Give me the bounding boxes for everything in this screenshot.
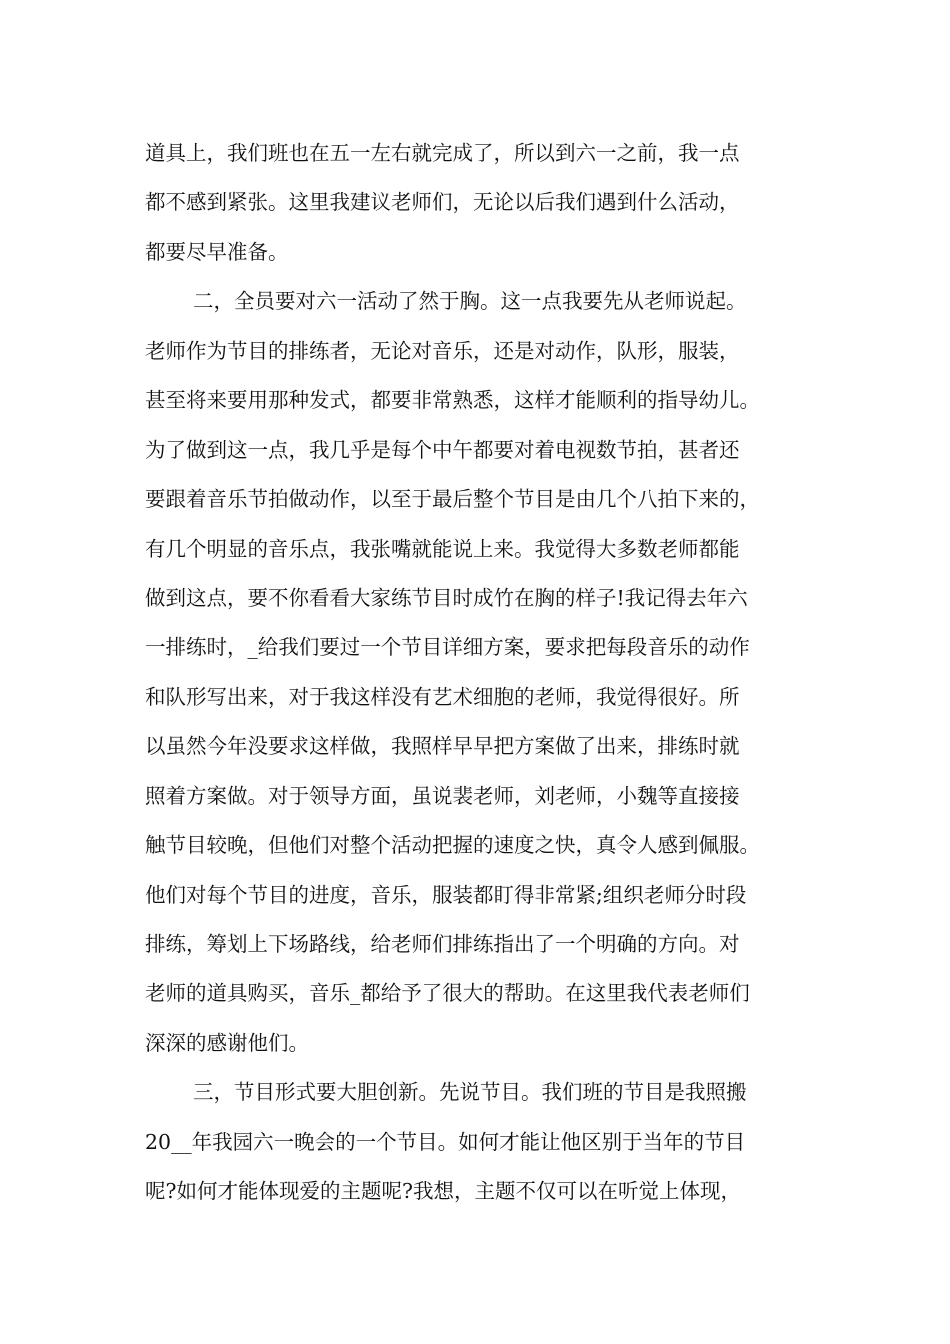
text-line: 都不感到紧张。这里我建议老师们，无论以后我们遇到什么活动， bbox=[145, 190, 740, 215]
text-line: 老师作为节目的排练者，无论对音乐，还是对动作，队形，服装， bbox=[145, 338, 740, 363]
text-line: 道具上，我们班也在五一左右就完成了，所以到六一之前，我一点 bbox=[145, 141, 740, 165]
text-line: 照着方案做。对于领导方面，虽说裴老师，刘老师，小魏等直接接 bbox=[145, 783, 740, 808]
text-line: 一排练时，_给我们要过一个节目详细方案，要求把每段音乐的动作 bbox=[145, 635, 750, 660]
body-text bbox=[145, 129, 825, 1217]
text-line: 都要尽早准备。 bbox=[145, 239, 289, 264]
text-line: 有几个明显的音乐点，我张嘴就能说上来。我觉得大多数老师都能 bbox=[145, 536, 740, 561]
text-line: 做到这点，要不你看看大家练节目时成竹在胸的样子!我记得去年六 bbox=[145, 585, 748, 610]
text-line: 以虽然今年没要求这样做，我照样早早把方案做了出来，排练时就 bbox=[145, 734, 740, 759]
text-line: 他们对每个节目的进度，音乐，服装都盯得非常紧;组织老师分时段 bbox=[145, 882, 747, 907]
text-line: 和队形写出来，对于我这样没有艺术细胞的老师，我觉得很好。所 bbox=[145, 684, 740, 709]
text-line: 三，节目形式要大胆创新。先说节目。我们班的节目是我照搬 bbox=[193, 1080, 747, 1105]
text-line: 呢?如何才能体现爱的主题呢?我想，主题不仅可以在听觉上体现， bbox=[145, 1179, 741, 1204]
text-line: 深深的感谢他们。 bbox=[145, 1030, 309, 1055]
text-line: 老师的道具购买，音乐_都给予了很大的帮助。在这里我代表老师们 bbox=[145, 981, 750, 1006]
text-line: 甚至将来要用那种发式，都要非常熟悉，这样才能顺利的指导幼儿。 bbox=[145, 388, 760, 413]
text-line: 要跟着音乐节拍做动作，以至于最后整个节目是由几个八拍下来的， bbox=[145, 487, 760, 512]
text-line: 20__年我园六一晚会的一个节目。如何才能让他区别于当年的节目 bbox=[145, 1129, 746, 1154]
text-line: 触节目较晚，但他们对整个活动把握的速度之快，真令人感到佩服。 bbox=[145, 833, 760, 858]
text-line: 为了做到这一点，我几乎是每个中午都要对着电视数节拍，甚者还 bbox=[145, 437, 740, 462]
text-line: 排练，筹划上下场路线，给老师们排练指出了一个明确的方向。对 bbox=[145, 932, 740, 956]
text-line: 二，全员要对六一活动了然于胸。这一点我要先从老师说起。 bbox=[193, 289, 747, 314]
